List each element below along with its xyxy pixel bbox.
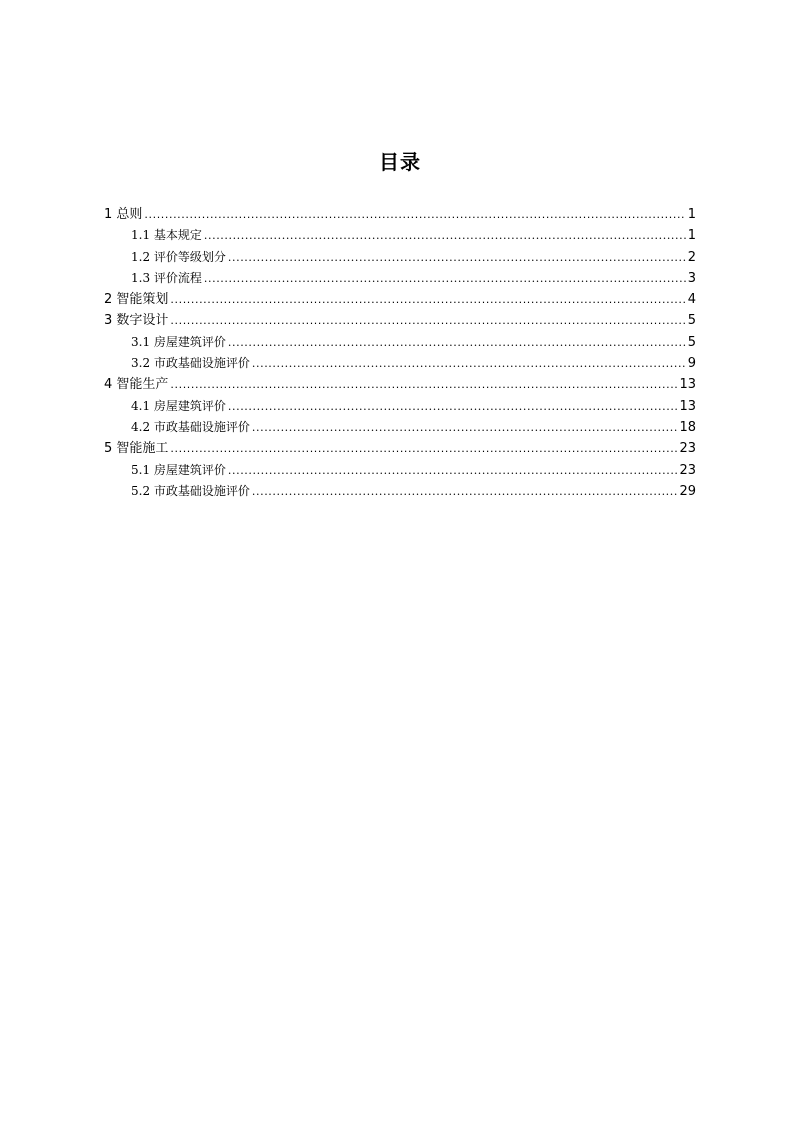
toc-entry[interactable] (104, 225, 696, 246)
toc-page-number: 23 (679, 441, 696, 457)
toc-entry-label: 3.2 市政基础设施评价 (131, 356, 250, 371)
toc-page-number: 1 (687, 228, 696, 244)
toc-entry-label: 3.1 房屋建筑评价 (131, 334, 226, 349)
toc-entry[interactable] (104, 353, 696, 374)
toc-page-number: 3 (687, 270, 696, 286)
toc-page-number: 29 (679, 483, 696, 499)
table-of-contents (104, 204, 696, 502)
toc-dot-leader (228, 460, 678, 481)
toc-page-number: 4 (687, 292, 696, 308)
toc-dot-leader (228, 396, 678, 417)
toc-dot-leader (228, 247, 686, 268)
toc-entry[interactable] (104, 247, 696, 268)
toc-entry-label: 4.2 市政基础设施评价 (131, 419, 250, 434)
toc-dot-leader (252, 417, 678, 438)
toc-entry[interactable] (104, 332, 696, 353)
toc-entry[interactable] (104, 310, 696, 331)
toc-dot-leader (228, 332, 686, 353)
toc-dot-leader (170, 438, 677, 459)
toc-entry[interactable] (104, 374, 696, 395)
page-title: 目录 (379, 150, 421, 174)
toc-entry-label: 2 智能策划 (104, 292, 169, 308)
toc-entry[interactable] (104, 417, 696, 438)
toc-entry-label: 1.1 基本规定 (131, 228, 202, 243)
toc-entry-label: 5 智能施工 (104, 441, 169, 457)
toc-page-number: 9 (687, 356, 696, 372)
toc-page-number: 23 (679, 462, 696, 478)
toc-entry-label: 5.2 市政基础设施评价 (131, 483, 250, 498)
toc-dot-leader (170, 289, 685, 310)
toc-entry[interactable] (104, 460, 696, 481)
toc-entry-label: 5.1 房屋建筑评价 (131, 462, 226, 477)
toc-entry-label: 3 数字设计 (104, 313, 169, 329)
toc-entry[interactable] (104, 396, 696, 417)
toc-entry[interactable] (104, 481, 696, 502)
toc-dot-leader (252, 481, 678, 502)
toc-dot-leader (204, 225, 686, 246)
toc-entry[interactable] (104, 289, 696, 310)
toc-entry-label: 1 总则 (104, 207, 143, 222)
toc-page-number: 18 (679, 419, 696, 435)
toc-entry[interactable] (104, 268, 696, 289)
toc-page-number: 1 (687, 207, 696, 222)
toc-page-number: 5 (687, 334, 696, 350)
toc-page-number: 2 (687, 249, 696, 265)
toc-entry[interactable] (104, 438, 696, 459)
toc-page-number: 13 (679, 398, 696, 414)
toc-entry-label: 1.2 评价等级划分 (131, 249, 226, 264)
toc-entry-label: 4 智能生产 (104, 377, 169, 393)
toc-page-number: 5 (687, 313, 696, 329)
toc-entry-label: 1.3 评价流程 (131, 270, 202, 285)
toc-entry[interactable] (104, 204, 696, 225)
toc-dot-leader (252, 353, 686, 374)
toc-dot-leader (144, 204, 685, 225)
toc-page-number: 13 (679, 377, 696, 393)
toc-entry-label: 4.1 房屋建筑评价 (131, 398, 226, 413)
toc-dot-leader (170, 374, 677, 395)
toc-dot-leader (204, 268, 686, 289)
toc-dot-leader (170, 310, 685, 331)
